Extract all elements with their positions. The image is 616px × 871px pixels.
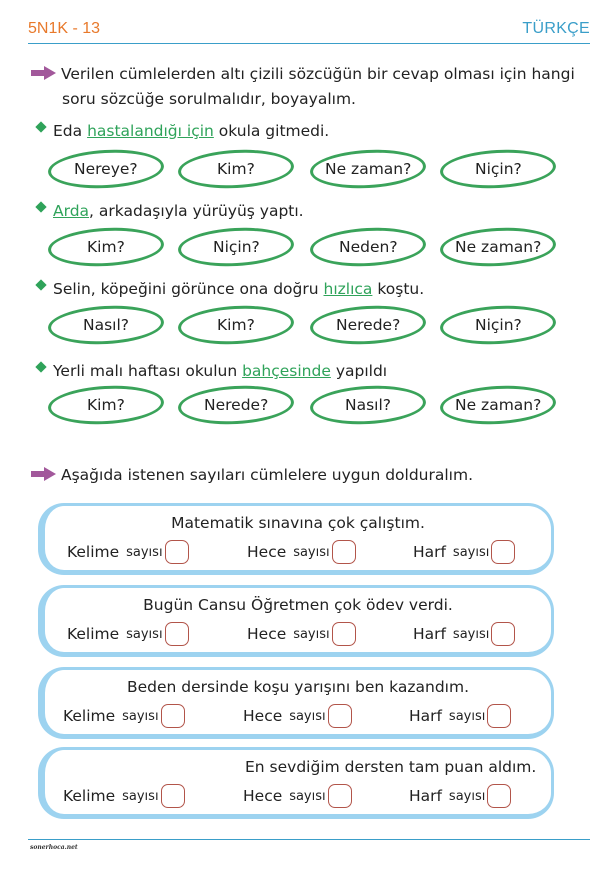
option-oval[interactable] bbox=[177, 383, 295, 427]
option-label: Nerede? bbox=[203, 396, 269, 414]
label: sayısı bbox=[289, 708, 326, 724]
label: Kelime bbox=[63, 787, 116, 805]
sentence-text: Eda bbox=[53, 122, 88, 140]
diamond-bullet-icon bbox=[35, 121, 46, 132]
sentence-text: Yerli malı haftası okulun bbox=[53, 362, 243, 380]
label: Harf bbox=[409, 707, 442, 725]
syllable-count-input[interactable] bbox=[328, 784, 352, 808]
label: Harf bbox=[413, 543, 446, 561]
count-row bbox=[63, 784, 531, 810]
label: Harf bbox=[413, 625, 446, 643]
count-box-1 bbox=[38, 503, 554, 575]
option-oval[interactable] bbox=[309, 303, 427, 347]
option-oval[interactable] bbox=[177, 225, 295, 269]
arrow-right-icon bbox=[31, 467, 57, 481]
option-oval[interactable] bbox=[47, 383, 165, 427]
arrow-right-icon bbox=[31, 66, 57, 80]
underlined-word: hızlıca bbox=[323, 280, 373, 298]
option-oval[interactable] bbox=[309, 383, 427, 427]
word-count-input[interactable] bbox=[161, 784, 185, 808]
label: Hece bbox=[247, 543, 287, 561]
word-count-field bbox=[67, 540, 189, 564]
label: sayısı bbox=[448, 708, 486, 724]
count-row bbox=[63, 704, 531, 730]
option-oval[interactable] bbox=[309, 147, 427, 191]
option-label: Ne zaman? bbox=[454, 238, 542, 256]
word-count-field bbox=[63, 704, 185, 728]
underlined-word: bahçesinde bbox=[242, 362, 331, 380]
sentence-text: Selin, köpeğini görünce ona doğru bbox=[53, 280, 324, 298]
answer-options-3 bbox=[48, 306, 568, 346]
label: sayısı bbox=[452, 626, 490, 642]
syllable-count-field bbox=[247, 622, 356, 646]
syllable-count-input[interactable] bbox=[328, 704, 352, 728]
option-label: Niçin? bbox=[474, 160, 522, 178]
option-oval[interactable] bbox=[439, 147, 557, 191]
section2-instruction bbox=[31, 463, 473, 488]
option-label: Ne zaman? bbox=[454, 396, 542, 414]
instruction-line-1: Verilen cümlelerden altı çizili sözcüğün bir cevap olması için hangi bbox=[61, 65, 575, 83]
word-count-input[interactable] bbox=[165, 622, 189, 646]
label: Kelime bbox=[67, 543, 120, 561]
count-box-2 bbox=[38, 585, 554, 657]
option-label: Kim? bbox=[87, 238, 125, 257]
sentence-text: , arkadaşıyla yürüyüş yaptı. bbox=[89, 202, 304, 220]
label: Hece bbox=[247, 625, 287, 643]
underlined-word: hastalandığı için bbox=[87, 122, 214, 140]
option-oval[interactable] bbox=[47, 147, 165, 191]
letter-count-input[interactable] bbox=[487, 704, 511, 728]
sentence-text: koştu. bbox=[372, 280, 425, 298]
sentence-text: okula gitmedi. bbox=[213, 122, 330, 140]
option-label: Kim? bbox=[87, 396, 125, 415]
question-sentence-3 bbox=[37, 280, 424, 298]
label: Kelime bbox=[67, 625, 120, 643]
word-count-input[interactable] bbox=[165, 540, 189, 564]
box-sentence: En sevdiğim dersten tam puan aldım. bbox=[245, 758, 537, 776]
label: sayısı bbox=[126, 626, 163, 642]
footer-watermark: sonerhoca.net bbox=[30, 844, 78, 851]
letter-count-input[interactable] bbox=[487, 784, 511, 808]
answer-options-4 bbox=[48, 386, 568, 426]
footer-divider bbox=[28, 839, 590, 840]
option-oval[interactable] bbox=[439, 225, 557, 269]
worksheet-title: 5N1K - 13 bbox=[28, 20, 101, 37]
option-oval[interactable] bbox=[439, 303, 557, 347]
option-label: Nasıl? bbox=[82, 316, 129, 335]
word-count-field bbox=[63, 784, 185, 808]
label: sayısı bbox=[122, 708, 159, 724]
letter-count-field bbox=[409, 704, 511, 728]
label: Kelime bbox=[63, 707, 116, 725]
label: sayısı bbox=[293, 544, 330, 560]
box-sentence: Matematik sınavına çok çalıştım. bbox=[171, 514, 425, 532]
option-label: Nasıl? bbox=[344, 396, 391, 415]
option-label: Ne zaman? bbox=[324, 160, 412, 178]
syllable-count-field bbox=[247, 540, 356, 564]
option-oval[interactable] bbox=[309, 225, 427, 269]
letter-count-input[interactable] bbox=[491, 622, 515, 646]
letter-count-field bbox=[413, 622, 515, 646]
diamond-bullet-icon bbox=[35, 201, 46, 212]
instruction-line-2: soru sözcüğe sorulmalıdır, boyayalım. bbox=[62, 90, 356, 108]
option-oval[interactable] bbox=[177, 147, 295, 191]
section1-instruction bbox=[31, 62, 575, 112]
label: Harf bbox=[409, 787, 442, 805]
sentence-text: yapıldı bbox=[330, 362, 388, 380]
question-sentence-1 bbox=[37, 122, 329, 140]
count-box-4 bbox=[38, 747, 554, 819]
answer-options-1 bbox=[48, 150, 568, 190]
label: sayısı bbox=[122, 788, 159, 804]
option-oval[interactable] bbox=[439, 383, 557, 427]
instruction-text: Aşağıda istenen sayıları cümlelere uygun dolduralım. bbox=[61, 466, 473, 484]
syllable-count-field bbox=[243, 784, 352, 808]
box-sentence: Beden dersinde koşu yarışını ben kazandım. bbox=[126, 678, 470, 696]
syllable-count-input[interactable] bbox=[332, 540, 356, 564]
option-label: Nerede? bbox=[335, 316, 401, 334]
option-label: Nereye? bbox=[74, 160, 138, 179]
option-label: Niçin? bbox=[474, 316, 522, 334]
letter-count-input[interactable] bbox=[491, 540, 515, 564]
syllable-count-field bbox=[243, 704, 352, 728]
label: sayısı bbox=[293, 626, 330, 642]
word-count-input[interactable] bbox=[161, 704, 185, 728]
option-oval[interactable] bbox=[177, 303, 295, 347]
option-oval[interactable] bbox=[47, 303, 165, 347]
label: sayısı bbox=[126, 544, 163, 560]
letter-count-field bbox=[413, 540, 515, 564]
label: sayısı bbox=[452, 544, 490, 560]
diamond-bullet-icon bbox=[35, 361, 46, 372]
question-sentence-4 bbox=[37, 362, 387, 380]
underlined-word: Arda bbox=[53, 202, 90, 220]
label: Hece bbox=[243, 707, 283, 725]
count-box-3 bbox=[38, 667, 554, 739]
label: Hece bbox=[243, 787, 283, 805]
question-sentence-2 bbox=[37, 202, 304, 220]
label: sayısı bbox=[289, 788, 326, 804]
count-row bbox=[67, 622, 531, 648]
diamond-bullet-icon bbox=[35, 279, 46, 290]
letter-count-field bbox=[409, 784, 511, 808]
option-label: Kim? bbox=[217, 160, 255, 179]
option-label: Niçin? bbox=[212, 238, 260, 256]
count-row bbox=[67, 540, 531, 566]
subject-title: TÜRKÇE bbox=[522, 20, 590, 37]
syllable-count-input[interactable] bbox=[332, 622, 356, 646]
label: sayısı bbox=[448, 788, 486, 804]
page-header bbox=[28, 14, 590, 44]
answer-options-2 bbox=[48, 228, 568, 268]
word-count-field bbox=[67, 622, 189, 646]
box-sentence: Bugün Cansu Öğretmen çok ödev verdi. bbox=[143, 596, 453, 614]
option-oval[interactable] bbox=[47, 225, 165, 269]
option-label: Kim? bbox=[217, 316, 255, 335]
option-label: Neden? bbox=[338, 238, 398, 256]
